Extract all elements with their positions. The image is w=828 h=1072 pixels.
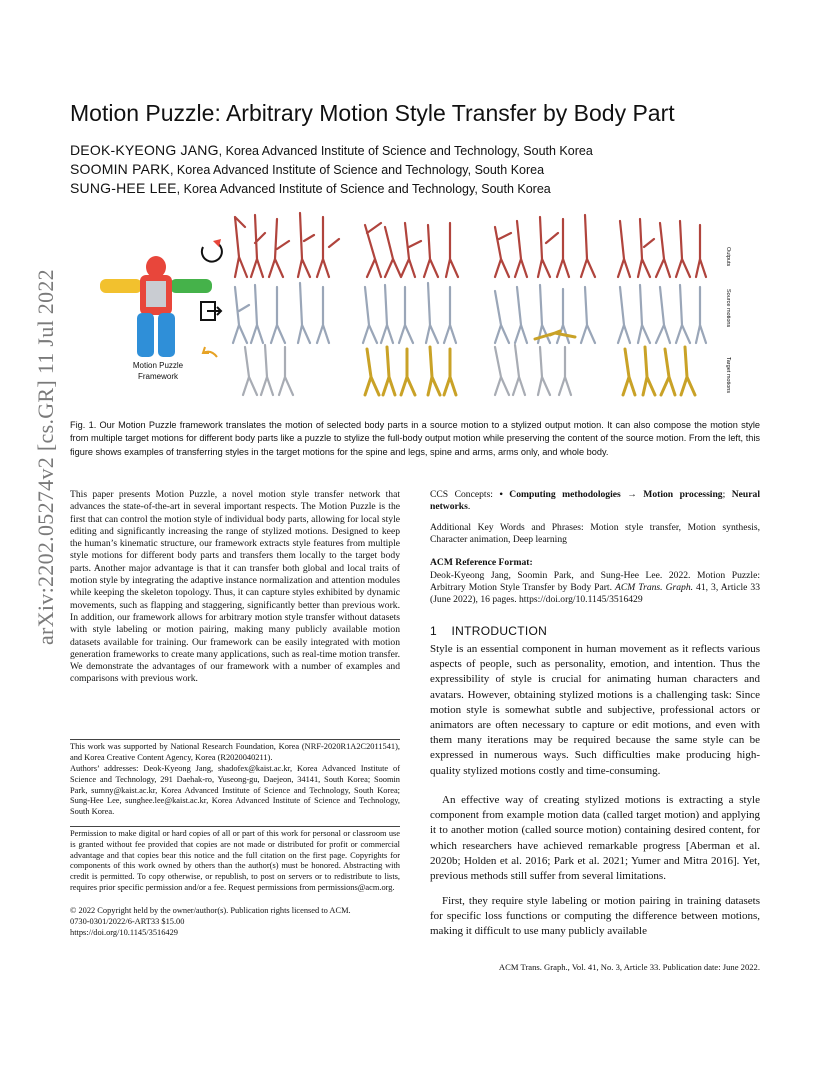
intro-paragraph-2: An effective way of creating stylized motions is extracting a style component from example motion data (called target motion) and applying it to another motion (called source motion) containing desired content, for which researchers have achieved remarkable progress [Aberman et al. 2020b; Holden et al. 2016; Park et al. 2021; Yumer and Mitra 2016]. Yet, previous methods still suffer from several limitations. (430, 794, 760, 883)
section-heading (430, 624, 760, 638)
ccs-concepts (430, 489, 760, 513)
author-affiliation: , Korea Advanced Institute of Science and Technology, South Korea (218, 144, 593, 158)
row-label-target: Target motions (725, 357, 731, 394)
addresses-note: Authors’ addresses: Deok-Kyeong Jang, shadofex@kaist.ac.kr, Korea Advanced Institute of Science and Technology, 291 Daehak-ro, Yuseong-gu, Daejeon, 34141, South Korea; Soomin Park, sumny@kaist.ac.kr, Korea Advanced Institute of Science and Technology, South Korea; Sung-Hee Lee, sunghee.lee@kaist.ac.kr, Korea Advanced Institute of Science and Technology, South Korea. (70, 764, 400, 817)
source-row-icon (201, 302, 221, 320)
arxiv-stamp: arXiv:2202.05274v2 [cs.GR] 11 Jul 2022 (33, 269, 58, 646)
framework-label-line1: Motion Puzzle (132, 361, 184, 370)
author-affiliation: , Korea Advanced Institute of Science and Technology, South Korea (176, 182, 551, 196)
author-line-2 (70, 161, 760, 177)
row-label-outputs: Outputs (725, 247, 731, 267)
page-footer: ACM Trans. Graph., Vol. 41, No. 3, Article 33. Publication date: June 2022. (498, 962, 760, 972)
intro-paragraph-3: First, they require style labeling or motion pairing in training datasets for specific loss functions or computing the difference between motions, making it difficult to use many publicly available (430, 895, 760, 938)
acm-ref-text-2: 41, 3, Article 33 (June 2022), 16 pages. https://doi.org/10.1145/3516429 (430, 582, 760, 606)
framework-character (100, 256, 212, 357)
target-motions-gold (365, 331, 695, 395)
ccs-bold-2: Neural networks (430, 489, 760, 513)
permission-note: Permission to make digital or hard copies of all or part of this work for personal or classroom use is granted without fee provided that copies are not made or distributed for profit or commercial advantage and that copies bear this notice and the full citation on the first page. Copyrights for components of this work owned by others than the author(s) must be honored. Abstracting with credit is permitted. To copy otherwise, or republish, to post on servers or to redistribute to lists, requires prior specific permission and/or a fee. Request permissions from permissions@acm.org. (70, 829, 400, 892)
doi-line: https://doi.org/10.1145/3516429 (70, 928, 178, 937)
issn-line: 0730-0301/2022/6-ART33 $15.00 (70, 917, 185, 926)
teaser-figure-graphic (95, 207, 745, 402)
framework-label-line2: Framework (137, 372, 179, 381)
funding-note: This work was supported by National Research Foundation, Korea (NRF-2020R1A2C2011541), and Korea Creative Content Agency, Korea (R2020040211). (70, 742, 400, 762)
author-name: SUNG-HEE LEE (70, 180, 177, 196)
permission-divider (70, 826, 400, 827)
author-name: SOOMIN PARK (70, 161, 170, 177)
author-line-1 (70, 142, 760, 158)
footnote-divider (70, 739, 400, 740)
source-motions (233, 283, 706, 343)
target-row-icon (203, 347, 217, 357)
ccs-prefix: CCS Concepts: (430, 489, 500, 500)
keywords: Additional Key Words and Phrases: Motion style transfer, Motion synthesis, Character animation, Deep learning (430, 522, 760, 546)
acm-ref-text: Deok-Kyeong Jang, Soomin Park, and Sung-Hee Lee. 2022. Motion Puzzle: Arbitrary Motion Style Transfer by Body Part. (430, 570, 760, 594)
output-motions (235, 213, 706, 277)
author-affiliation: , Korea Advanced Institute of Science and Technology, South Korea (169, 163, 545, 177)
figure-caption: Fig. 1. Our Motion Puzzle framework translates the motion of selected body parts in a source motion to a stylized output motion. It can also compose the motion style from multiple target motions for different body parts like a puzzle to stylize the full-body output motion while preserving the content of the source motion. From the left, this figure shows examples of transferring styles in the target motions for the spine and legs, spine and arms, arms only, and whole body. (70, 420, 760, 457)
ccs-bold: • Computing methodologies → Motion processing (499, 489, 723, 500)
intro-paragraph-1: Style is an essential component in human movement as it reflects various aspects of people, such as personality, emotion, and intention. Thus the expressibility of style is crucial for animating human characters and avatars. However, obtaining stylized motions is a challenging task: Since motion style is somewhat subtle and subjective, professional actors or animators are often necessary to capture or edit motions, and even with them many iterations may be required because the same style can be expressed in numerous ways. Such difficulties make producing high-quality stylized motions costly and time-consuming. (430, 643, 760, 777)
ccs-end: . (467, 501, 471, 513)
abstract: This paper presents Motion Puzzle, a novel motion style transfer network that advances the state-of-the-art in several important respects. The Motion Puzzle is the first that can control the motion style of individual body parts, allowing for local style editing and significantly increasing the range of stylized motions. Designed to keep the human’s kinematic structure, our framework extracts style features from multiple style motions for different body parts and transfers them locally to the target body parts. Another major advantage is that it can transfer both global and local traits of motion style by integrating the adaptive instance normalization and attention modules while keeping the skeleton topology. Thus, it can capture styles exhibited by dynamic movements, such as flapping and staggering, significantly better than previous work. In addition, our framework allows for arbitrary motion style transfer without datasets with style labeling or motion pairing, making many publicly available motion datasets available for training. Our framework can be easily integrated with motion generation frameworks to create many applications, such as real-time motion transfer. We demonstrate the advantages of our framework with a number of examples and comparisons with previous work. (70, 489, 400, 685)
acm-ref-heading: ACM Reference Format: (430, 557, 533, 568)
author-line-3 (70, 180, 760, 196)
acm-ref-journal: ACM Trans. Graph. (615, 582, 694, 594)
ccs-separator: ; (722, 489, 732, 500)
section-number: 1 (430, 624, 437, 638)
teaser-figure (95, 207, 745, 402)
author-name: DEOK-KYEONG JANG (70, 142, 219, 158)
copyright-line: © 2022 Copyright held by the owner/author(s). Publication rights licensed to ACM. (70, 906, 351, 915)
section-title: INTRODUCTION (451, 624, 548, 638)
paper-title: Motion Puzzle: Arbitrary Motion Style Transfer by Body Part (70, 100, 675, 126)
acm-reference (430, 570, 760, 607)
row-label-source: Source motions (725, 289, 731, 328)
output-row-icon (202, 239, 222, 262)
